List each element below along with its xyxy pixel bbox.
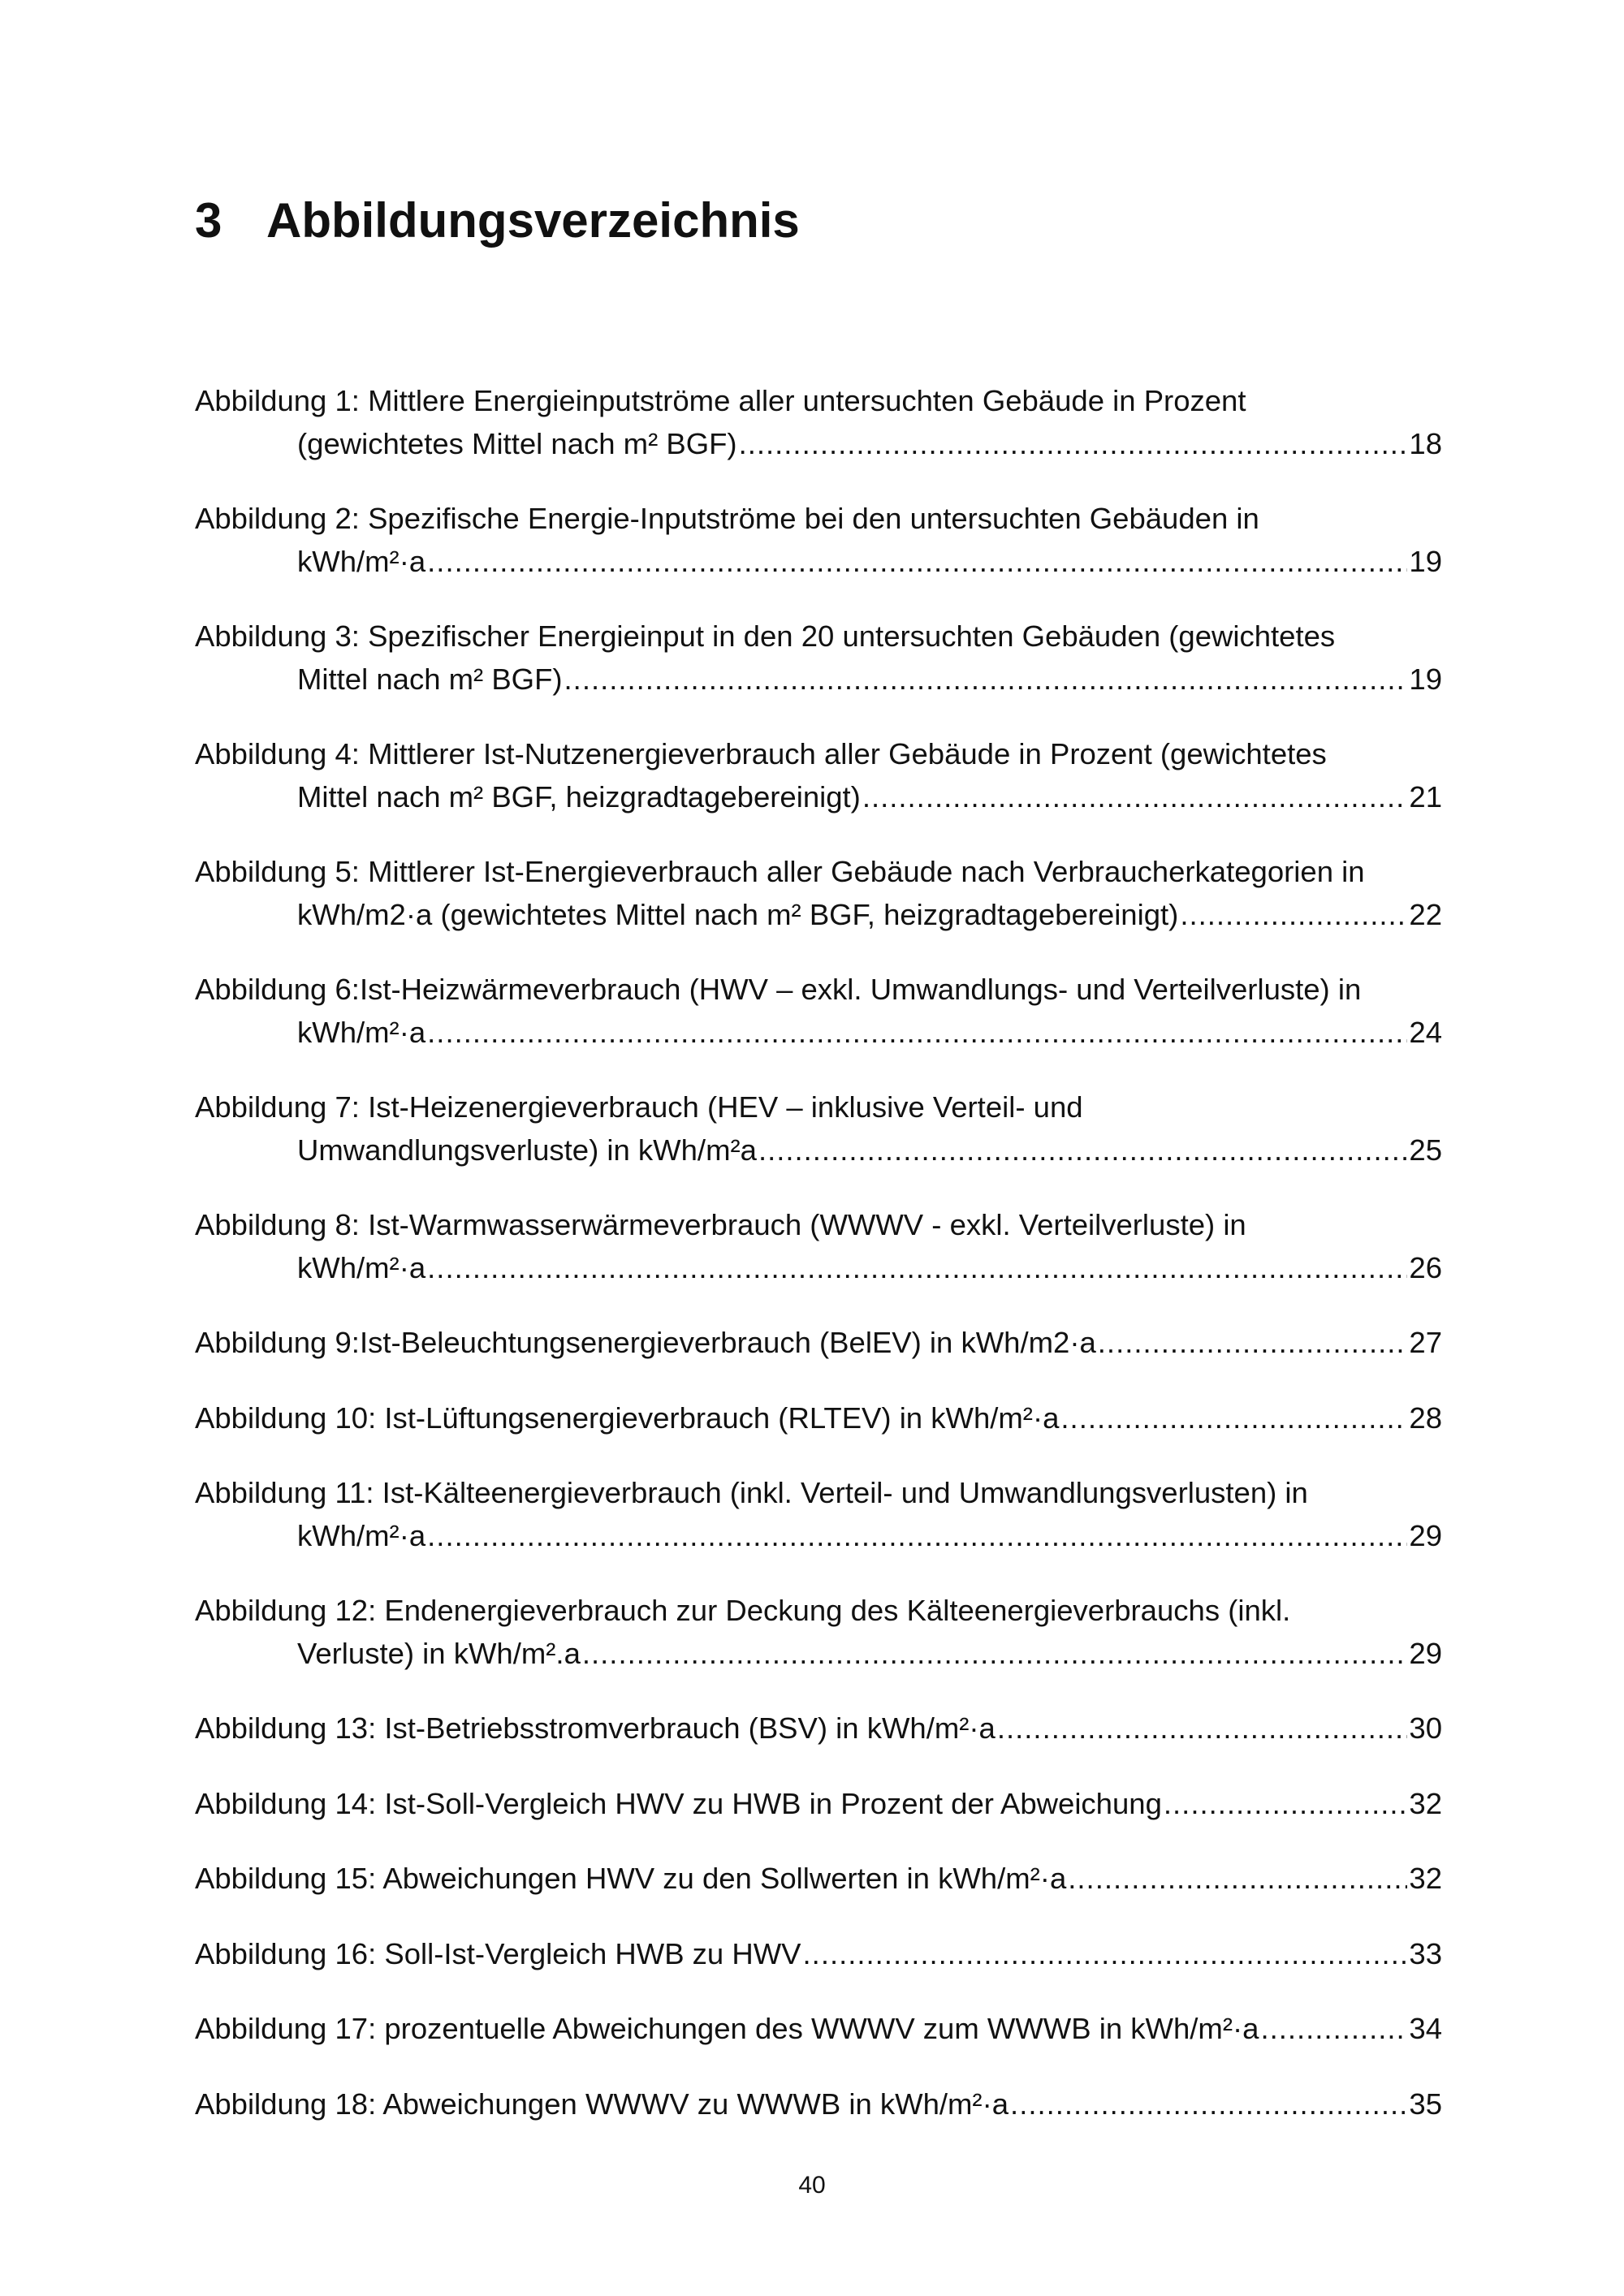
entry-caption-continued: kWh/m²·a [297, 1250, 426, 1284]
entry-page-number: 28 [1409, 1400, 1442, 1435]
entry-page-number: 34 [1409, 2012, 1442, 2045]
figure-list-entry[interactable] [195, 2083, 1442, 2126]
entry-caption: Abbildung 14: Ist-Soll-Vergleich HWV zu HWB in Prozent der Abweichung [195, 1786, 1162, 1820]
entry-caption-continued: (gewichtetes Mittel nach m² BGF) [297, 426, 737, 460]
entry-page-number: 35 [1409, 2087, 1442, 2121]
figure-list-entry[interactable] [195, 498, 1442, 583]
dot-leader [1010, 2083, 1407, 2126]
figure-list-entry[interactable] [195, 615, 1442, 701]
dot-leader [564, 658, 1408, 701]
figure-list-entry[interactable] [195, 380, 1442, 465]
figure-list-entry[interactable] [195, 1590, 1442, 1675]
dot-leader [1098, 1322, 1408, 1365]
dot-leader [1060, 1397, 1407, 1440]
dot-leader [427, 1247, 1407, 1290]
entry-page-number: 32 [1409, 1862, 1442, 1895]
entry-caption: Abbildung 3: Spezifischer Energieinput in den 20 untersuchten Gebäuden (gewichtetes [195, 619, 1336, 653]
figure-list-entry[interactable] [195, 1397, 1442, 1440]
entry-caption-continued: Umwandlungsverluste) in kWh/m²a [297, 1133, 757, 1167]
entry-caption: Abbildung 16: Soll-Ist-Vergleich HWB zu HWV [195, 1936, 801, 1970]
entry-page-number: 27 [1409, 1326, 1442, 1359]
entry-page-number: 25 [1409, 1133, 1442, 1167]
entry-caption: Abbildung 13: Ist-Betriebsstromverbrauch (BSV) in kWh/m²·a [195, 1711, 996, 1745]
entry-caption: Abbildung 6:Ist-Heizwärmeverbrauch (HWV – exkl. Umwandlungs- und Verteilverluste) in [195, 973, 1362, 1006]
figure-list-entry[interactable] [195, 733, 1442, 818]
entry-page-number: 29 [1409, 1636, 1442, 1670]
entry-page-number: 24 [1409, 1015, 1442, 1049]
entry-page-number: 19 [1409, 662, 1442, 696]
figure-list-entry[interactable] [195, 1707, 1442, 1750]
figure-list-entry[interactable] [195, 1933, 1442, 1976]
figure-list-entry[interactable] [195, 1086, 1442, 1172]
section-title: Abbildungsverzeichnis [266, 193, 800, 248]
dot-leader [758, 1129, 1407, 1172]
dot-leader [862, 776, 1408, 819]
entry-caption: Abbildung 2: Spezifische Energie-Inputströme bei den untersuchten Gebäuden in [195, 502, 1259, 535]
entry-page-number: 29 [1409, 1518, 1442, 1552]
entry-caption: Abbildung 1: Mittlere Energieinputströme aller untersuchten Gebäude in Prozent [195, 384, 1246, 417]
entry-caption: Abbildung 18: Abweichungen WWWV zu WWWB in kWh/m²·a [195, 2087, 1009, 2121]
figure-list-entry[interactable] [195, 1783, 1442, 1826]
entry-caption-continued: kWh/m²·a [297, 1015, 426, 1049]
entry-caption: Abbildung 5: Mittlerer Ist-Energieverbrauch aller Gebäude nach Verbraucherkategorien in [195, 855, 1365, 888]
entry-caption: Abbildung 17: prozentuelle Abweichungen des WWWV zum WWWB in kWh/m²·a [195, 2012, 1259, 2045]
page-number: 40 [798, 2172, 826, 2199]
entry-caption: Abbildung 7: Ist-Heizenergieverbrauch (HEV – inklusive Verteil- und [195, 1090, 1083, 1124]
dot-leader [1068, 1858, 1407, 1901]
entry-caption: Abbildung 4: Mittlerer Ist-Nutzenergieverbrauch aller Gebäude in Prozent (gewichtetes [195, 737, 1327, 770]
entry-caption-continued: kWh/m²·a [297, 544, 426, 578]
entry-caption-continued: Mittel nach m² BGF) [297, 662, 563, 696]
dot-leader [427, 1012, 1407, 1055]
figure-list-entry[interactable] [195, 2008, 1442, 2051]
entry-page-number: 19 [1409, 544, 1442, 578]
entry-caption-continued: kWh/m²·a [297, 1518, 426, 1552]
entry-caption: Abbildung 10: Ist-Lüftungsenergieverbrauch (RLTEV) in kWh/m²·a [195, 1400, 1060, 1435]
dot-leader [1180, 894, 1407, 937]
entry-page-number: 33 [1409, 1936, 1442, 1970]
entry-caption: Abbildung 9:Ist-Beleuchtungsenergieverbrauch (BelEV) in kWh/m2·a [195, 1326, 1096, 1359]
dot-leader [582, 1633, 1408, 1676]
figure-list-entry[interactable] [195, 1204, 1442, 1289]
section-heading [195, 192, 800, 250]
figure-list-entry[interactable] [195, 969, 1442, 1054]
section-number: 3 [195, 193, 222, 248]
entry-page-number: 30 [1409, 1711, 1442, 1745]
dot-leader [1164, 1783, 1408, 1826]
entry-caption-continued: Verluste) in kWh/m².a [297, 1636, 581, 1670]
entry-caption-continued: kWh/m2·a (gewichtetes Mittel nach m² BGF, heizgradtagebereinigt) [297, 897, 1179, 931]
dot-leader [997, 1707, 1408, 1750]
figure-list-entry[interactable] [195, 1472, 1442, 1557]
entry-caption: Abbildung 8: Ist-Warmwasserwärmeverbrauch (WWWV - exkl. Verteilverluste) in [195, 1208, 1246, 1241]
entry-caption: Abbildung 11: Ist-Kälteenergieverbrauch (inkl. Verteil- und Umwandlungsverlusten) in [195, 1476, 1308, 1509]
entry-caption: Abbildung 15: Abweichungen HWV zu den Sollwerten in kWh/m²·a [195, 1862, 1067, 1895]
figure-list-entry[interactable] [195, 1322, 1442, 1365]
figure-list-entry[interactable] [195, 851, 1442, 936]
figure-list-entry[interactable] [195, 1858, 1442, 1901]
dot-leader [427, 541, 1407, 584]
entry-page-number: 32 [1409, 1786, 1442, 1820]
entry-page-number: 21 [1409, 779, 1442, 814]
entry-page-number: 18 [1409, 426, 1442, 460]
dot-leader [739, 423, 1408, 466]
entry-caption-continued: Mittel nach m² BGF, heizgradtagebereinigt) [297, 779, 861, 814]
entry-page-number: 22 [1409, 897, 1442, 931]
entry-page-number: 26 [1409, 1250, 1442, 1284]
entry-caption: Abbildung 12: Endenergieverbrauch zur Deckung des Kälteenergieverbrauchs (inkl. [195, 1594, 1291, 1627]
dot-leader [803, 1933, 1408, 1976]
dot-leader [1260, 2008, 1407, 2051]
figure-list [195, 380, 1442, 2126]
dot-leader [427, 1515, 1407, 1558]
